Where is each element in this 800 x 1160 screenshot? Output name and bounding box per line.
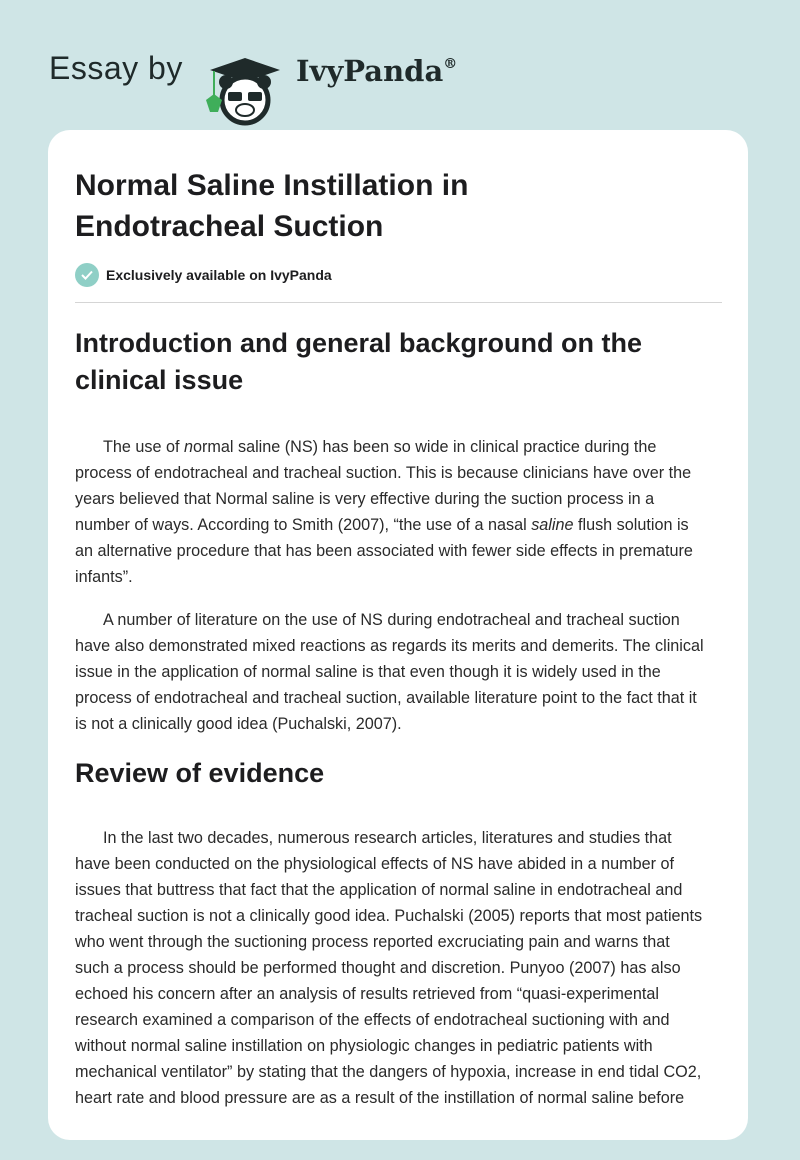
section-heading: Introduction and general background on the clinical issue <box>75 328 643 395</box>
paragraph <box>75 434 735 590</box>
paragraph <box>75 607 735 737</box>
text-line: without normal saline instillation on physiologic changes in pediatric patients with <box>75 1037 653 1055</box>
text-line: process of endotracheal and tracheal suction, available literature point to the fact that it <box>75 689 697 707</box>
site-header <box>0 20 800 120</box>
checkmark-icon <box>75 263 99 287</box>
section-heading: Review of evidence <box>75 758 325 788</box>
divider <box>75 302 722 303</box>
essay-card <box>48 130 748 1140</box>
paragraph <box>75 825 735 1111</box>
text-line: echoed his concern after an analysis of results retrieved from “quasi-experimental <box>75 985 659 1003</box>
text-line: mechanical ventilator” by stating that the dangers of hypoxia, increase in end tidal CO2, <box>75 1063 702 1081</box>
text-line: have also demonstrated mixed reactions as regards its merits and demerits. The clinical <box>75 637 704 655</box>
text-line: years believed that Normal saline is very effective during the suction process in a <box>75 490 655 508</box>
text-line: A number of literature on the use of NS during endotracheal and tracheal suction <box>103 611 680 629</box>
brand-name: IvyPanda® <box>296 54 458 88</box>
text-line: heart rate and blood pressure are as a result of the instillation of normal saline before <box>75 1089 685 1107</box>
essay-by-label: Essay by <box>49 50 183 86</box>
essay-title: Normal Saline Instillation in Endotracheal Suction <box>75 169 469 243</box>
exclusive-badge: Exclusively available on IvyPanda <box>75 263 332 287</box>
text-line: number of ways. According to Smith (2007), “the use of a nasal saline flush solution is <box>75 516 689 534</box>
text-line: research examined a comparison of the effects of endotracheal suctioning with and <box>75 1011 670 1029</box>
text-line: who went through the suctioning process reported excruciating pain and warns that <box>75 933 670 951</box>
panda-logo-icon <box>200 56 290 126</box>
text-line: issues that buttress that fact that the application of normal saline in endotracheal and <box>75 881 683 899</box>
text-line: have been conducted on the physiological effects of NS have abided in a number of <box>75 855 675 873</box>
text-line: is not a clinically good idea (Puchalski, 2007). <box>75 715 402 733</box>
text-line: an alternative procedure that has been associated with fewer side effects in premature <box>75 542 693 560</box>
text-line: In the last two decades, numerous research articles, literatures and studies that <box>103 829 672 847</box>
text-line: issue in the application of normal saline is that even though it is widely used in the <box>75 663 661 681</box>
text-line: tracheal suction is not a clinically good idea. Puchalski (2005) reports that most patients <box>75 907 703 925</box>
text-line: process of endotracheal and tracheal suction. This is because clinicians have over the <box>75 464 692 482</box>
essay-body <box>75 325 735 1111</box>
text-line: such a process should be performed thought and discretion. Punyoo (2007) has also <box>75 959 681 977</box>
text-line: The use of normal saline (NS) has been so wide in clinical practice during the <box>103 438 657 456</box>
text-line: infants”. <box>75 568 133 586</box>
